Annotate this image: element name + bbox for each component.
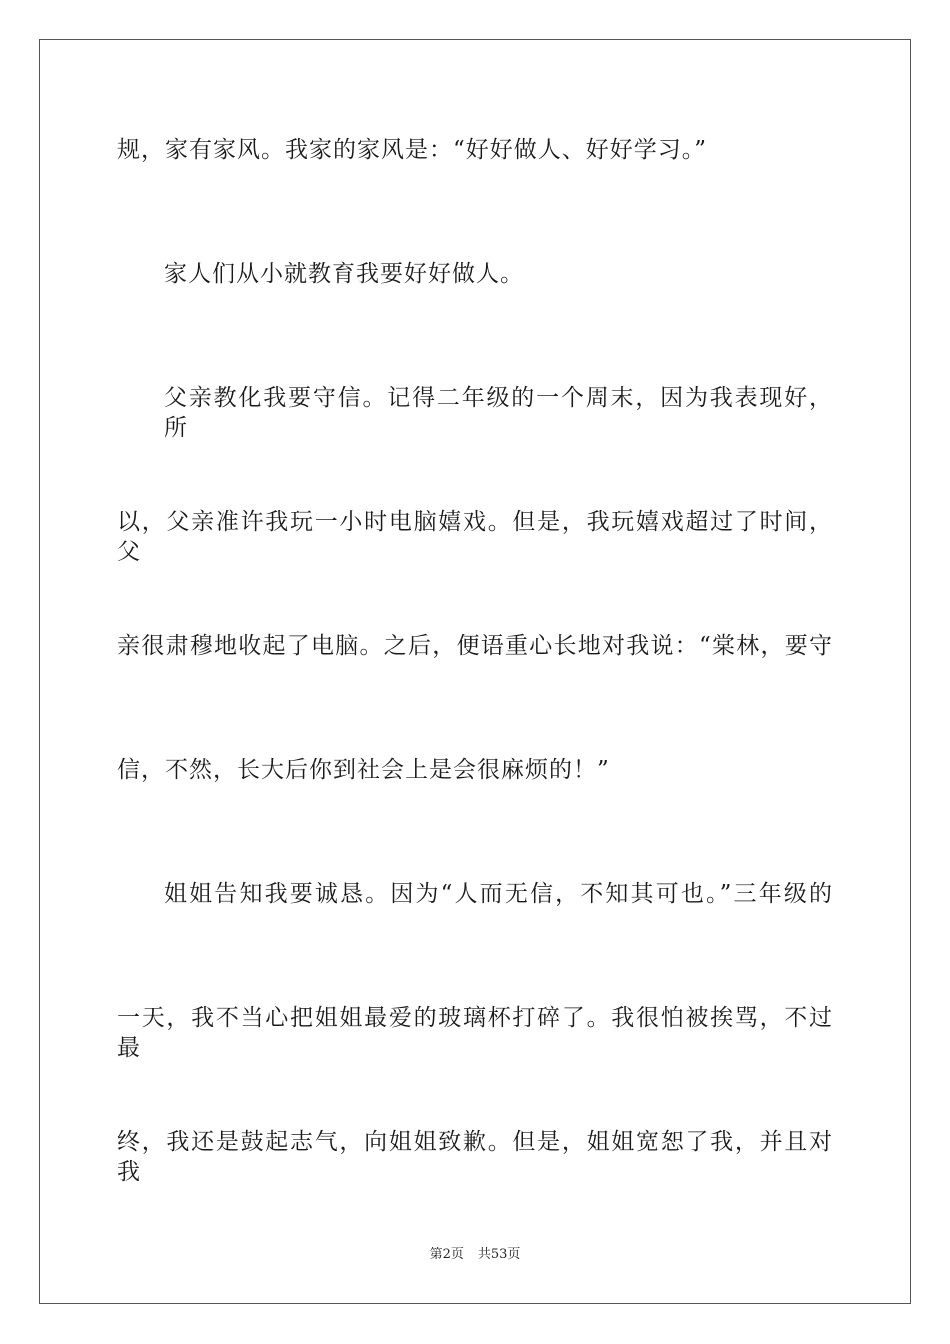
text-line-8: 一天，我不当心把姐姐最爱的玻璃杯打碎了。我很怕被挨骂，不过最 (117, 1005, 833, 1061)
text-line-5: 亲很肃穆地收起了电脑。之后，便语重心长地对我说：“棠林，要守 (117, 633, 833, 659)
page-border (39, 39, 911, 1304)
text-line-4: 以，父亲准许我玩一小时电脑嬉戏。但是，我玩嬉戏超过了时间，父 (117, 509, 833, 565)
text-line-2: 家人们从小就教育我要好好做人。 (164, 261, 524, 287)
text-line-1: 规，家有家风。我家的家风是：“好好做人、好好学习。” (117, 137, 708, 163)
page-footer (0, 1246, 950, 1264)
text-line-3: 父亲教化我要守信。记得二年级的一个周末，因为我表现好，所 (164, 385, 833, 441)
page-number-total: 共53页 (477, 1247, 521, 1262)
page-number-current: 第2页 (429, 1247, 464, 1262)
text-line-7: 姐姐告知我要诚恳。因为“人而无信，不知其可也。”三年级的 (164, 881, 833, 907)
text-line-6: 信，不然，长大后你到社会上是会很麻烦的！” (117, 757, 610, 783)
text-line-9: 终，我还是鼓起志气，向姐姐致歉。但是，姐姐宽恕了我，并且对我 (117, 1129, 833, 1185)
